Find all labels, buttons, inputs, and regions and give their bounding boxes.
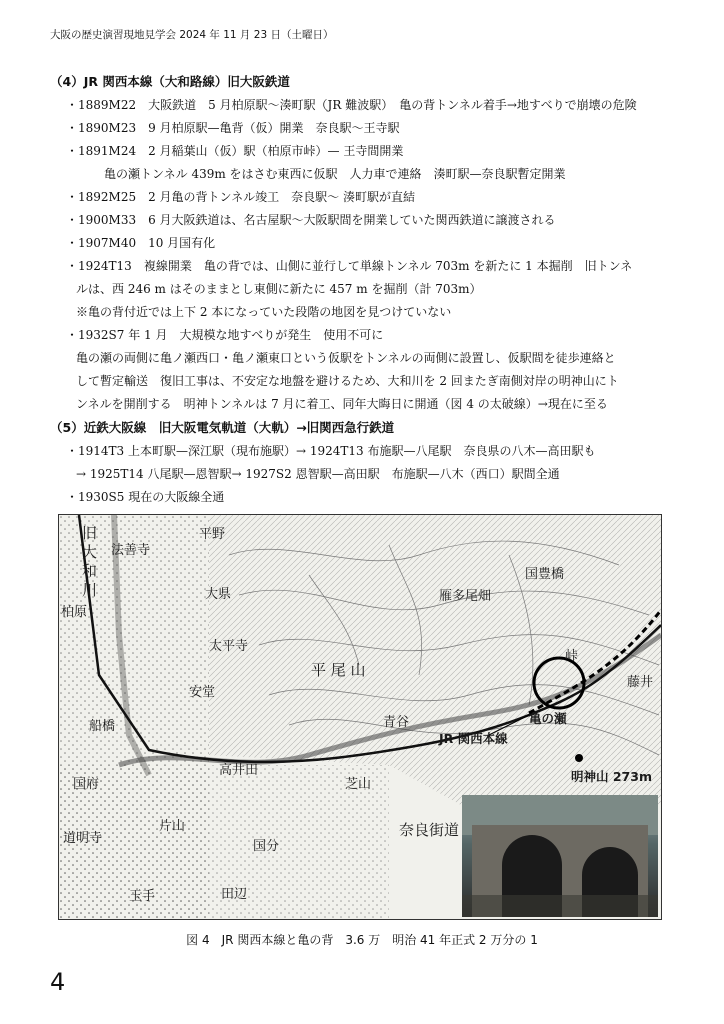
- page-number: 4: [50, 968, 66, 996]
- place-fujii: 藤井: [627, 675, 654, 690]
- place-toge: 峠: [565, 649, 579, 664]
- section-4-line: ※亀の背付近では上下 2 本になっていた段階の地図を見つけていない: [76, 305, 452, 319]
- section-4-line: して暫定輸送 復旧工事は、不安定な地盤を避けるため、大和川を 2 回またぎ南側対岸の明神山にト: [76, 374, 619, 388]
- label-myojinyama: 明神山 273m: [571, 769, 652, 784]
- place-hozenji: 法善寺: [111, 543, 151, 558]
- place-shibayama: 芝山: [345, 777, 372, 792]
- place-kokufu: 国府: [73, 777, 100, 792]
- section-4-line: ンネルを開削する 明神トンネルは 7 月に着工、同年大晦日に開通（図 4 の太破線）→現在に至る: [76, 397, 608, 411]
- place-funahashi: 船橋: [89, 719, 116, 734]
- section-4-line: 亀の瀬トンネル 439m をはさむ東西に仮駅 人力車で連絡 湊町駅—奈良駅暫定開業: [104, 167, 566, 181]
- section-5-line: ・1930S5 現在の大阪線全通: [66, 490, 225, 504]
- label-jr-line: JR 関西本線: [439, 731, 508, 746]
- section-4-line: ・1890M23 9 月柏原駅—亀背（仮）開業 奈良駅〜王寺駅: [66, 121, 400, 135]
- section-4-line: ・1892M25 2 月亀の背トンネル竣工 奈良駅〜 湊町駅が直結: [66, 190, 416, 204]
- section-5-title: （5）近鉄大阪線 旧大阪電気軌道（大軌）→旧関西急行鉄道: [50, 420, 395, 435]
- section-5-line: → 1925T14 八尾駅—恩智駅→ 1927S2 恩智駅—高田駅 布施駅—八木（西口）駅間全通: [76, 467, 560, 481]
- section-5-line: ・1914T3 上本町駅—深江駅（現布施駅）→ 1924T13 布施駅—八尾駅 奈良県の八木—高田駅も: [66, 444, 596, 458]
- label-kamenose: 亀の瀬: [529, 711, 567, 726]
- place-kokubu: 国分: [253, 839, 280, 854]
- section-4-title: （4）JR 関西本線（大和路線）旧大阪鉄道: [50, 74, 290, 89]
- place-kunitoyohashi: 国豊橋: [525, 567, 565, 582]
- place-takaida: 高井田: [219, 763, 259, 778]
- section-4-line: ・1932S7 年 1 月 大規模な地すべりが発生 使用不可に: [66, 328, 384, 342]
- myojinyama-point: [575, 754, 583, 762]
- section-4-line: ・1907M40 10 月国有化: [66, 236, 216, 250]
- place-katayama: 片山: [159, 819, 186, 834]
- section-4-line: ・1900M33 6 月大阪鉄道は、名古屋駅〜大阪駅間を開業していた関西鉄道に譲渡される: [66, 213, 556, 227]
- section-4-line: ・1924T13 複線開業 亀の背では、山側に並行して単線トンネル 703m を新たに 1 本掘削 旧トンネ: [66, 259, 633, 273]
- section-4-line: 亀の瀬の両側に亀ノ瀬西口・亀ノ瀬東口という仮駅をトンネルの両側に設置し、仮駅間を徒歩連絡と: [76, 351, 616, 365]
- place-kyu-yamato: 旧大和川: [80, 525, 98, 601]
- tunnel-photo-drawing: [462, 795, 658, 917]
- place-tanabe: 田辺: [221, 887, 248, 902]
- place-kashiwara: 柏原: [61, 605, 88, 620]
- place-ando: 安堂: [189, 685, 216, 700]
- section-4-line: ・1889M22 大阪鉄道 5 月柏原駅〜湊町駅（JR 難波駅） 亀の背トンネル着手→地すべりで崩壊の危険: [66, 98, 637, 112]
- place-hiraosan: 平 尾 山: [311, 661, 366, 679]
- place-aoya: 青谷: [383, 715, 410, 730]
- page-header: 大阪の歴史演習現地見学会 2024 年 11 月 23 日（土曜日）: [50, 29, 334, 41]
- place-oagata: 大県: [205, 587, 232, 602]
- figure-caption: 図 4 JR 関西本線と亀の背 3.6 万 明治 41 年正式 2 万分の 1: [186, 933, 538, 947]
- section-4-line: ・1891M24 2 月稲葉山（仮）駅（柏原市峠）— 王寺間開業: [66, 144, 404, 158]
- place-kariobata: 雁多尾畑: [439, 589, 492, 604]
- place-hirano: 平野: [199, 527, 226, 542]
- place-tamate: 玉手: [129, 889, 156, 904]
- tunnel-photo: [462, 795, 658, 917]
- place-domyoji: 道明寺: [63, 831, 103, 846]
- place-naniwa-kaido: 奈良街道: [399, 821, 460, 839]
- place-taiheiji: 太平寺: [209, 639, 249, 654]
- section-4-line: ルは、西 246 m はそのままとし東側に新たに 457 m を掘削（計 703m）: [76, 282, 482, 296]
- historical-map: [58, 514, 662, 920]
